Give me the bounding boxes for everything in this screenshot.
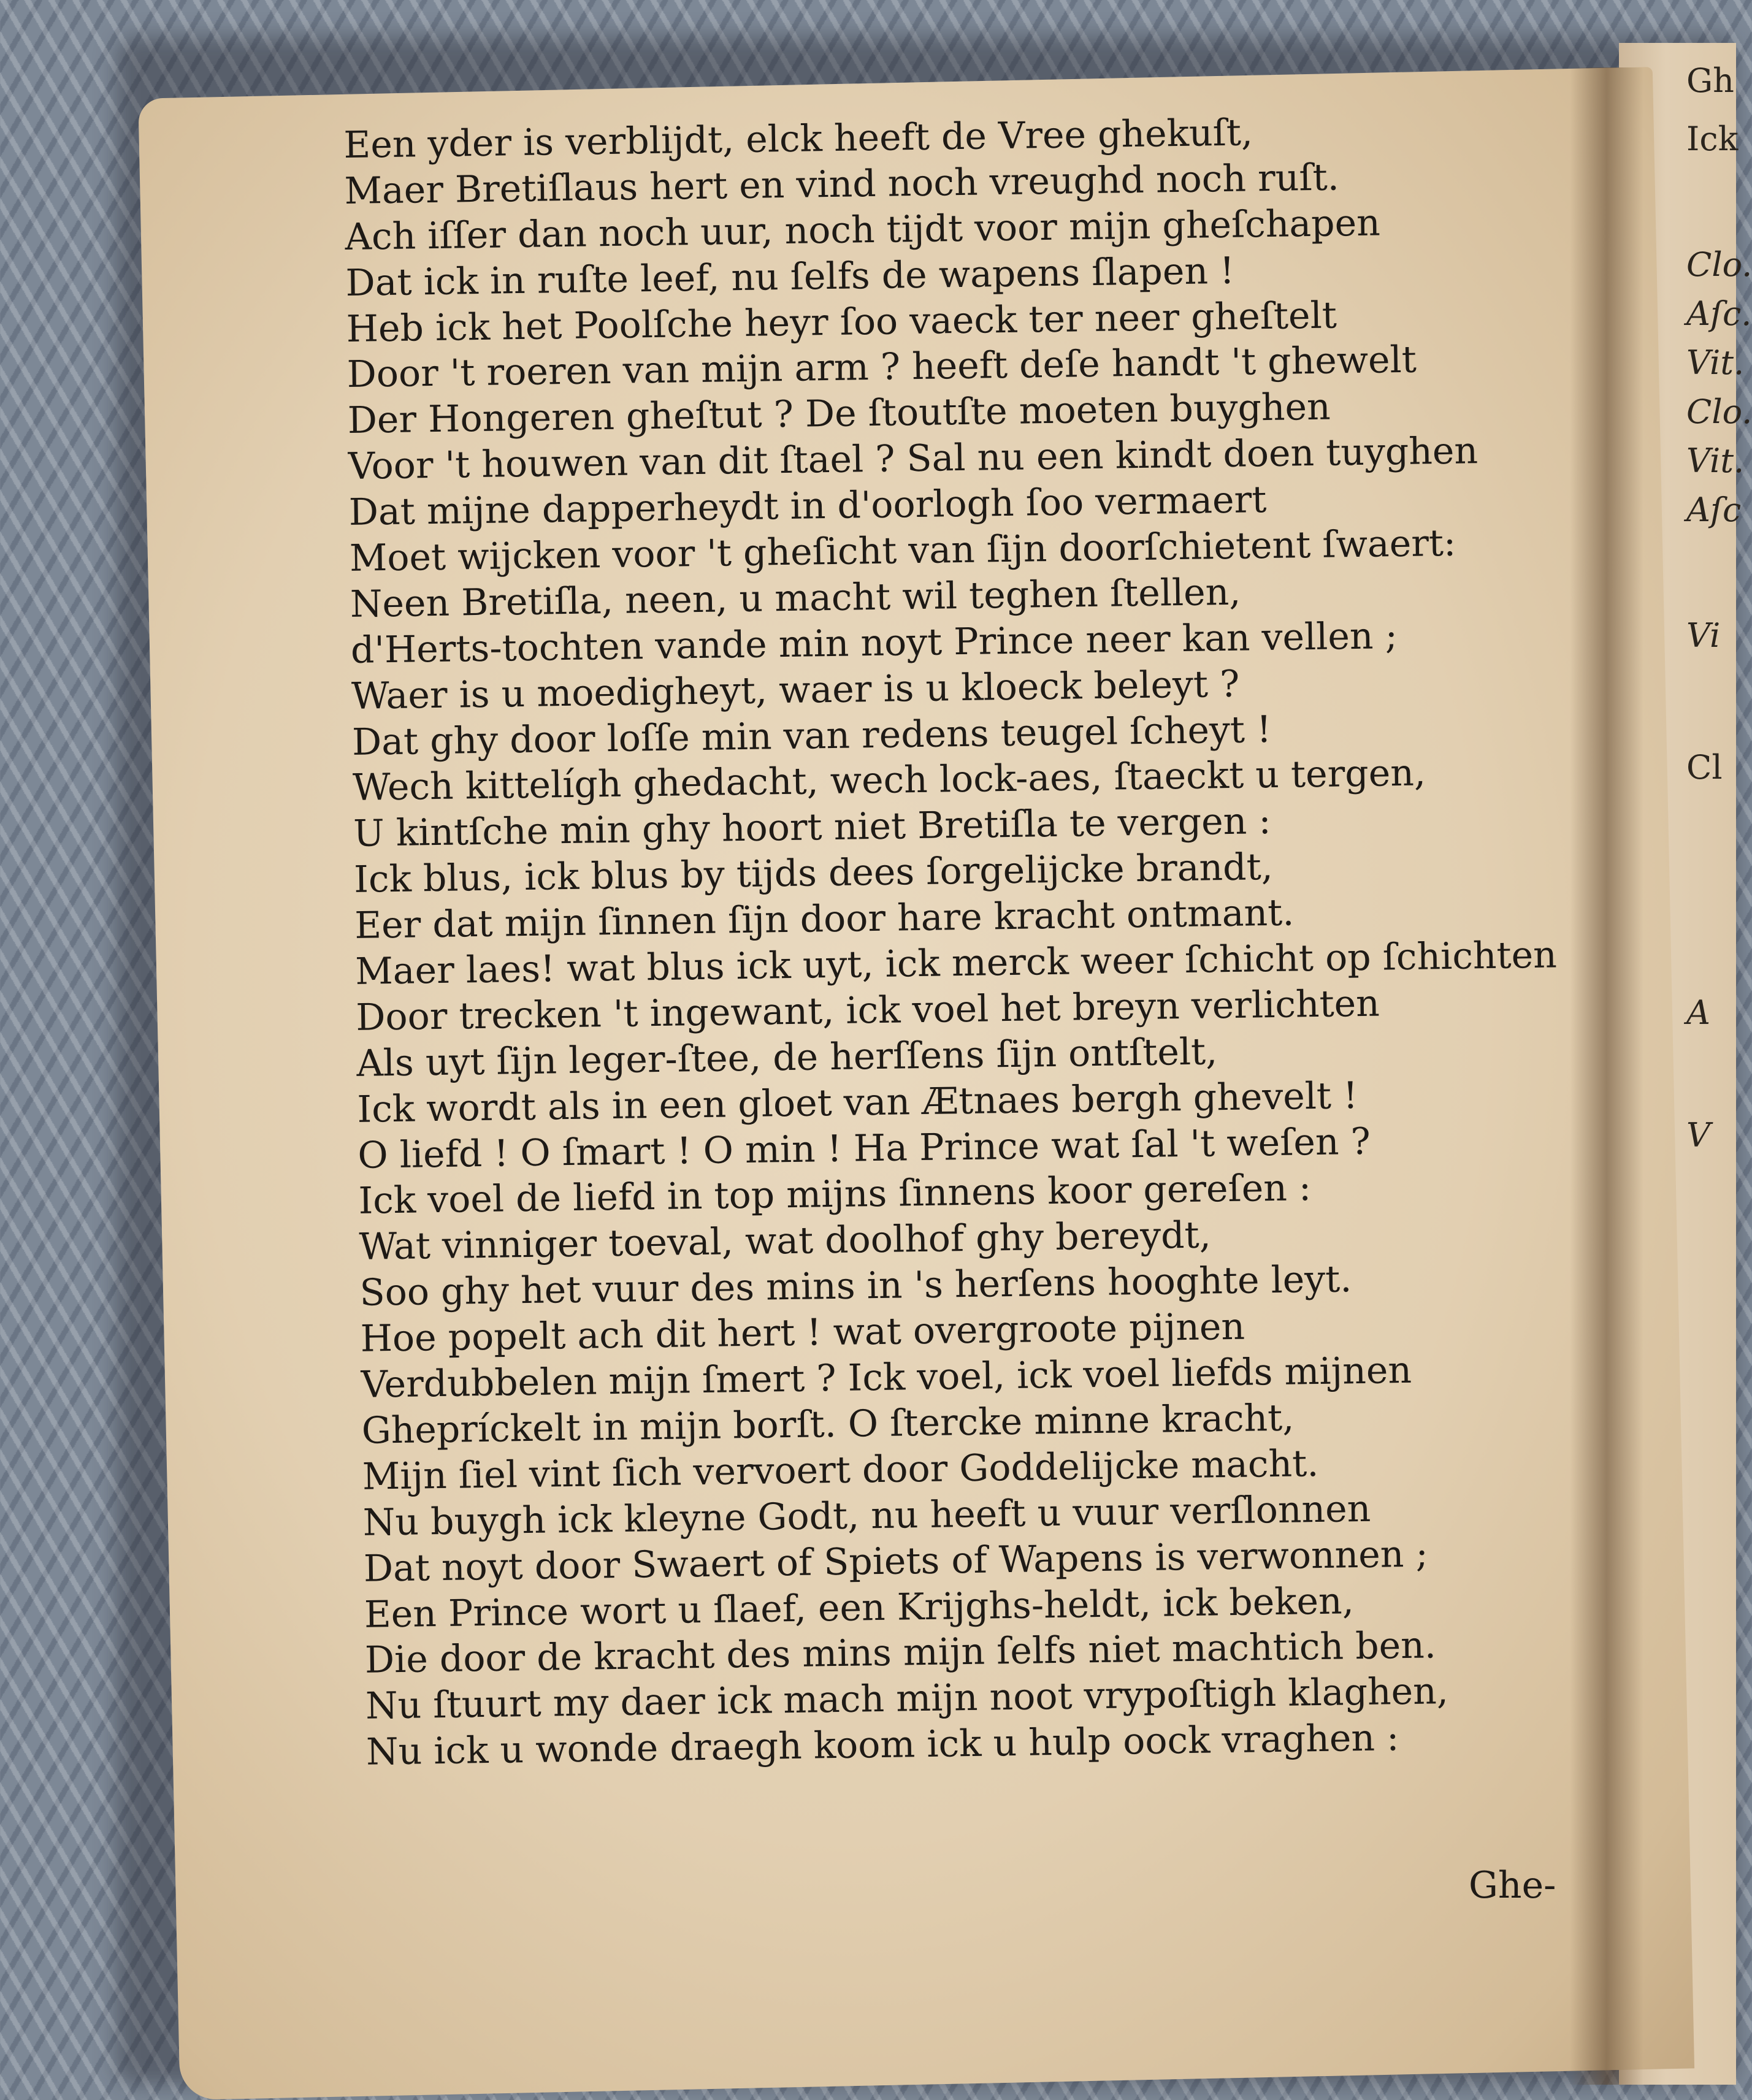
verse-line: Moet wijcken voor 't gheſicht van ſijn doorſchietent ſwaert:	[349, 521, 1456, 580]
verse-line: Hoe popelt ach dit hert ! wat overgroote pijnen	[360, 1305, 1245, 1361]
verse-line: Die door de kracht des mins mijn ſelfs niet machtich ben.	[364, 1624, 1437, 1682]
verse-line: Ick wordt als in een gloet van Ætnaes bergh ghevelt !	[356, 1074, 1358, 1131]
right-page-fragment: Clo.	[1686, 392, 1752, 431]
right-page-fragment: Cl	[1686, 748, 1723, 787]
right-page-fragment: Gh	[1686, 61, 1734, 100]
verse-line: Voor 't houwen van dit ſtael ? Sal nu een kindt doen tuyghen	[348, 429, 1478, 489]
right-page-fragment: V	[1686, 1116, 1710, 1155]
verse-line: Dat mijne dapperheydt in d'oorlogh ſoo vermaert	[348, 478, 1267, 535]
verse-line: Ghepríckelt in mijn borſt. O ſtercke minne kracht,	[361, 1396, 1295, 1453]
catchword: Ghe-	[1469, 1864, 1556, 1907]
right-page-fragment: A	[1686, 993, 1710, 1032]
verse-line: Dat ghy door loſſe min van redens teugel ſcheyt !	[351, 708, 1272, 764]
right-page-fragment: Aſc.	[1686, 294, 1752, 333]
right-page-fragment: Vit.	[1686, 441, 1745, 480]
verse-lines	[343, 105, 1593, 1776]
right-page-fragment: Clo.	[1686, 245, 1752, 284]
verse-line: Een Prince wort u ſlaef, een Krijghs-heldt, ick beken,	[364, 1579, 1355, 1636]
right-page-fragment: Ick	[1686, 120, 1739, 158]
verse-line: Ick blus, ick blus by tijds dees ſorgelijcke brandt,	[353, 846, 1274, 902]
verse-line: Nu ſtuurt my daer ick mach mijn noot vrypoſtigh klaghen,	[365, 1670, 1449, 1728]
verse-line: Wat vinniger toeval, wat doolhof ghy bereydt,	[359, 1213, 1212, 1269]
verse-line: Ach iſſer dan noch uur, noch tijdt voor mijn gheſchapen	[345, 201, 1381, 259]
verse-line: Wech kittelígh ghedacht, wech lock-aes, ſtaeckt u tergen,	[352, 751, 1426, 810]
verse-line: Door trecken 't ingewant, ick voel het breyn verlichten	[355, 982, 1380, 1039]
verse-line: Een yder is verblijdt, elck heeft de Vree ghekuſt,	[343, 111, 1253, 167]
verse-line: Nu buygh ick kleyne Godt, nu heeft u vuur verſlonnen	[362, 1487, 1371, 1544]
verse-line: Neen Bretiſla, neen, u macht wil teghen ſtellen,	[350, 570, 1241, 626]
verse-line: Eer dat mijn ſinnen ſijn door hare kracht ontmant.	[354, 891, 1295, 948]
verse-line: Dat noyt door Swaert of Spiets of Wapens is verwonnen ;	[363, 1532, 1429, 1590]
verse-line: d'Herts-tochten vande min noyt Prince neer kan vellen ;	[350, 614, 1398, 672]
verse-line: Als uyt ſijn leger-ſtee, de herſſens ſijn ontſtelt,	[356, 1030, 1218, 1085]
verse-line: Waer is u moedigheyt, waer is u kloeck beleyt ?	[351, 662, 1240, 718]
verse-line: Dat ick in ruſte leef, nu ſelfs de wapens ſlapen !	[345, 249, 1235, 305]
verse-line: Maer laes! wat blus ick uyt, ick merck weer ſchicht op ſchichten	[354, 933, 1558, 993]
verse-line: Heb ick het Poolſche heyr ſoo vaeck ter neer gheſtelt	[346, 293, 1337, 351]
right-page-fragment: Vi	[1686, 616, 1721, 655]
verse-line: Door 't roeren van mijn arm ? heeft deſe handt 't ghewelt	[346, 338, 1417, 397]
verse-line: Ick voel de liefd in top mijns ſinnens koor gereſen :	[358, 1166, 1312, 1223]
right-page-fragment: Aſc	[1686, 491, 1742, 529]
verse-line: Soo ghy het vuur des mins in 's herſens hooghte leyt.	[359, 1258, 1352, 1315]
right-page-fragment: Vit.	[1686, 343, 1745, 382]
verse-line: Nu ick u wonde draegh koom ick u hulp oock vraghen :	[365, 1716, 1399, 1774]
verse-line: Der Hongeren gheſtut ? De ſtoutſte moeten buyghen	[347, 385, 1331, 443]
verse-line: O liefd ! O ſmart ! O min ! Ha Prince wat ſal 't weſen ?	[358, 1120, 1371, 1177]
verse-line: Maer Bretiſlaus hert en vind noch vreughd noch ruſt.	[344, 156, 1340, 213]
verse-line: U kintſche min ghy hoort niet Bretiſla te vergen :	[353, 800, 1272, 856]
verse-line: Mijn ſiel vint ſich vervoert door Goddelijcke macht.	[362, 1441, 1319, 1499]
verse-line: Verdubbelen mijn ſmert ? Ick voel, ick voel liefds mijnen	[361, 1348, 1412, 1407]
